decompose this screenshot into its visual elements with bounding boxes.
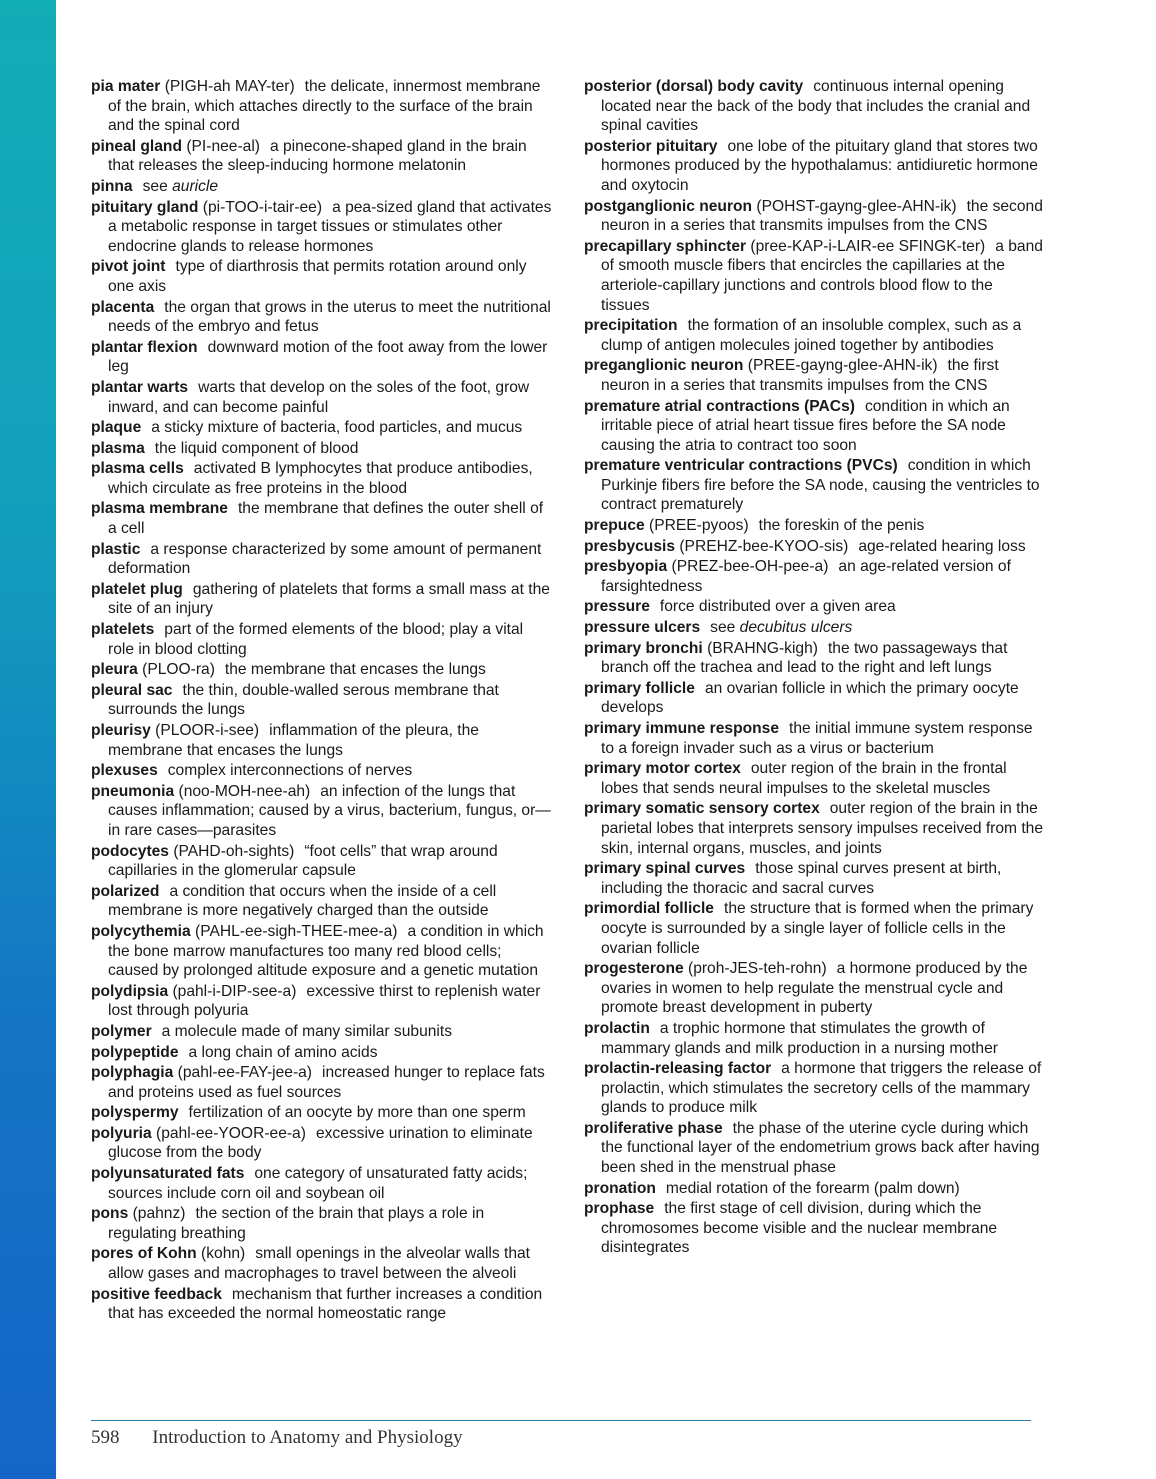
definition: a condition that occurs when the inside of a cell membrane is more negatively charged than the outside: [108, 882, 497, 920]
definition: downward motion of the foot away from the lower leg: [108, 338, 548, 376]
definition: fertilization of an oocyte by more than one sperm: [188, 1104, 526, 1122]
definition: the organ that grows in the uterus to meet the nutritional needs of the embryo and fetus: [108, 298, 551, 336]
glossary-entry: [91, 499, 553, 538]
definition: condition in which Purkinje fibers fire before the SA node, causing the ventricles to contract prematurely: [601, 457, 1040, 514]
glossary-entry: [91, 982, 553, 1021]
definition: the initial immune system response to a foreign invader such as a virus or bacterium: [601, 720, 1033, 757]
definition: outer region of the brain in the frontal lobes that sends neural impulses to the skeletal muscles: [601, 760, 1007, 797]
definition: an ovarian follicle in which the primary oocyte develops: [601, 679, 1019, 717]
definition: excessive urination to eliminate glucose from the body: [108, 1124, 533, 1162]
glossary-term: platelet plug: [91, 580, 183, 598]
glossary-entry: [91, 1244, 553, 1283]
glossary-term: polycythemia: [91, 922, 191, 940]
glossary-term: primary motor cortex: [584, 760, 741, 778]
pronunciation: (PLOOR-i-see): [155, 722, 260, 739]
pronunciation: (PI-nee-al): [186, 137, 260, 155]
glossary-term: polymer: [91, 1022, 152, 1040]
glossary-term: pores of Kohn: [91, 1245, 197, 1263]
glossary-entry: [584, 356, 1044, 395]
pronunciation: (PREHZ-bee-KYOO-sis): [679, 537, 849, 555]
glossary-term: pleura: [91, 661, 138, 679]
definition: medial rotation of the forearm (palm down): [665, 1179, 960, 1197]
glossary-term: pia mater: [91, 78, 161, 95]
see-reference: auricle: [172, 177, 219, 195]
glossary-term: pinna: [91, 177, 133, 195]
pronunciation: (pahl-ee-FAY-jee-a): [177, 1064, 312, 1082]
glossary-term: placenta: [91, 298, 155, 316]
definition: force distributed over a given area: [659, 598, 896, 616]
definition: part of the formed elements of the blood; play a vital role in blood clotting: [108, 621, 524, 658]
pronunciation: (PAHD-oh-sights): [173, 842, 295, 860]
definition: a hormone produced by the ovaries in women to help regulate the menstrual cycle and promote breast development in puberty: [601, 960, 1028, 1017]
glossary-term: plasma cells: [91, 460, 184, 478]
definition: the thin, double-walled serous membrane that surrounds the lungs: [108, 681, 499, 719]
glossary-entry: [584, 597, 1044, 617]
glossary-term: premature ventricular contractions (PVCs): [584, 457, 898, 475]
definition: the membrane that encases the lungs: [224, 661, 486, 679]
glossary-term: pituitary gland: [91, 198, 199, 216]
glossary-entry: [91, 1063, 553, 1102]
glossary-entry: [91, 782, 553, 841]
glossary-entry: [91, 681, 553, 720]
glossary-term: polyspermy: [91, 1104, 179, 1122]
glossary-term: primary follicle: [584, 679, 695, 697]
glossary-term: prophase: [584, 1200, 655, 1218]
definition: the membrane that defines the outer shell of a cell: [108, 500, 544, 538]
pronunciation: (PREE-pyoos): [649, 517, 749, 535]
definition: a sticky mixture of bacteria, food particles, and mucus: [151, 419, 523, 437]
glossary-term: posterior pituitary: [584, 137, 718, 155]
footer-rule: [91, 1420, 1031, 1421]
glossary-entry: [584, 537, 1044, 557]
glossary-entry: [91, 439, 553, 459]
definition: age-related hearing loss: [858, 537, 1026, 555]
pronunciation: (pi-TOO-i-tair-ee): [202, 198, 323, 216]
definition: inflammation of the pleura, the membrane that encases the lungs: [108, 722, 479, 759]
pronunciation: (PIGH-ah MAY-ter): [164, 78, 295, 95]
glossary-entry: [91, 198, 553, 257]
glossary-entry: [584, 516, 1044, 536]
glossary-entry: [91, 721, 553, 760]
pronunciation: (pree-KAP-i-LAIR-ee SFINGK-ter): [750, 237, 986, 255]
definition: an age-related version of farsightedness: [601, 558, 1011, 595]
definition: gathering of platelets that forms a small mass at the site of an injury: [108, 580, 550, 618]
glossary-entry: [91, 1043, 553, 1063]
glossary-entry: [584, 618, 1044, 638]
glossary-term: preganglionic neuron: [584, 357, 744, 375]
glossary-term: prolactin: [584, 1019, 650, 1037]
definition: see: [710, 619, 736, 637]
definition: a condition in which the bone marrow manufactures too many red blood cells; caused by prolonged altitude exposure and a genetic mutation: [108, 922, 544, 980]
pronunciation: (PLOO-ra): [142, 661, 215, 679]
glossary-entry: [91, 842, 553, 881]
pronunciation: (pahl-i-DIP-see-a): [172, 982, 297, 1000]
definition: “foot cells” that wrap around capillaries in the glomerular capsule: [108, 842, 498, 880]
pronunciation: (proh-JES-teh-rohn): [688, 960, 827, 978]
glossary-term: plasma: [91, 439, 145, 457]
glossary-term: prepuce: [584, 517, 645, 535]
glossary-term: postganglionic neuron: [584, 197, 753, 215]
side-color-band: [0, 0, 56, 1479]
glossary-entry: [584, 899, 1044, 958]
glossary-entry: [91, 298, 553, 337]
glossary-term: presbycusis: [584, 537, 676, 555]
glossary-term: plastic: [91, 540, 141, 558]
glossary-entry: [584, 1059, 1044, 1118]
glossary-term: plaque: [91, 419, 142, 437]
definition: the second neuron in a series that transmits impulses from the CNS: [601, 197, 1043, 235]
glossary-entry: [584, 197, 1044, 236]
pronunciation: (kohn): [201, 1245, 246, 1263]
pronunciation: (PREE-gayng-glee-AHN-ik): [747, 357, 938, 375]
definition: a pea-sized gland that activates a metabolic response in target tissues or stimulates other endocrine glands to release hormones: [108, 198, 552, 255]
glossary-term: pineal gland: [91, 137, 182, 155]
glossary-entry: [584, 759, 1044, 798]
definition: continuous internal opening located near the back of the body that includes the cranial and spinal cavities: [601, 78, 1031, 135]
glossary-term: plantar warts: [91, 378, 189, 396]
definition: the phase of the uterine cycle during which the functional layer of the endometrium grows back after having been shed in the menstrual phase: [601, 1119, 1040, 1177]
definition: a trophic hormone that stimulates the growth of mammary glands and milk production in a nursing mother: [601, 1019, 998, 1057]
glossary-term: pivot joint: [91, 258, 166, 276]
definition: the first neuron in a series that transmits impulses from the CNS: [601, 357, 999, 394]
glossary-term: polydipsia: [91, 982, 169, 1000]
definition: a band of smooth muscle fibers that encircles the capillaries at the arteriole-capillary junctions and controls blood flow to the tissues: [601, 237, 1043, 314]
glossary-entry: [91, 620, 553, 659]
pronunciation: (BRAHNG-kigh): [707, 639, 818, 657]
glossary-term: plantar flexion: [91, 338, 198, 356]
glossary-entry: [91, 540, 553, 579]
glossary-entry: [91, 378, 553, 417]
glossary-entry: [91, 257, 553, 296]
definition: those spinal curves present at birth, including the thoracic and sacral curves: [601, 860, 1002, 897]
glossary-column-left: [91, 77, 553, 1325]
glossary-entry: [91, 580, 553, 619]
glossary-term: pressure: [584, 598, 650, 616]
glossary-term: polypeptide: [91, 1043, 179, 1061]
definition: type of diarthrosis that permits rotation around only one axis: [108, 258, 527, 295]
glossary-column-right: [584, 77, 1044, 1259]
glossary-term: polyunsaturated fats: [91, 1165, 245, 1183]
glossary-term: primary immune response: [584, 720, 779, 737]
definition: a pinecone-shaped gland in the brain that releases the sleep-inducing hormone melatonin: [108, 137, 527, 175]
glossary-entry: [584, 1119, 1044, 1178]
definition: the two passageways that branch off the trachea and lead to the right and left lungs: [601, 639, 1008, 677]
glossary-entry: [91, 660, 553, 680]
glossary-entry: [91, 338, 553, 377]
glossary-term: primordial follicle: [584, 900, 714, 918]
glossary-entry: [584, 1199, 1044, 1258]
glossary-entry: [584, 137, 1044, 196]
pronunciation: (pahl-ee-YOOR-ee-a): [156, 1124, 306, 1142]
definition: the section of the brain that plays a role in regulating breathing: [108, 1205, 485, 1242]
glossary-entry: [91, 177, 553, 197]
glossary-entry: [91, 1204, 553, 1243]
glossary-term: pleurisy: [91, 722, 151, 739]
definition: small openings in the alveolar walls that allow gases and macrophages to travel between the alveoli: [108, 1245, 531, 1283]
glossary-entry: [91, 459, 553, 498]
definition: an infection of the lungs that causes inflammation; caused by a virus, bacterium, fungus, or—in rare cases—parasites: [108, 782, 551, 839]
definition: activated B lymphocytes that produce antibodies, which circulate as free proteins in the blood: [108, 460, 533, 497]
glossary-term: premature atrial contractions (PACs): [584, 397, 855, 415]
glossary-entry: [584, 679, 1044, 718]
glossary-entry: [584, 77, 1044, 136]
glossary-term: primary somatic sensory cortex: [584, 800, 820, 818]
glossary-entry: [584, 639, 1044, 678]
page-footer: [91, 1427, 463, 1449]
glossary-term: presbyopia: [584, 558, 668, 576]
glossary-entry: [91, 418, 553, 438]
glossary-entry: [584, 557, 1044, 596]
glossary-term: polarized: [91, 882, 160, 900]
definition: a hormone that triggers the release of prolactin, which stimulates the secretory cells of the mammary glands to produce milk: [601, 1060, 1042, 1117]
definition: excessive thirst to replenish water lost through polyuria: [108, 982, 541, 1020]
glossary-entry: [584, 859, 1044, 898]
glossary-entry: [91, 1285, 553, 1324]
definition: the structure that is formed when the primary oocyte is surrounded by a single layer of follicle cells in the ovarian follicle: [601, 900, 1034, 957]
glossary-entry: [91, 1022, 553, 1042]
definition: a molecule made of many similar subunits: [161, 1022, 453, 1040]
glossary-term: pleural sac: [91, 681, 173, 699]
definition: increased hunger to replace fats and proteins used as fuel sources: [108, 1064, 545, 1101]
pronunciation: (noo-MOH-nee-ah): [178, 782, 311, 800]
glossary-entry: [584, 1179, 1044, 1199]
glossary-term: precipitation: [584, 317, 678, 335]
glossary-entry: [584, 1019, 1044, 1058]
glossary-term: platelets: [91, 621, 155, 639]
glossary-term: polyphagia: [91, 1064, 174, 1082]
glossary-entry: [91, 137, 553, 176]
definition: mechanism that further increases a condition that has exceeded the normal homeostatic range: [108, 1285, 543, 1323]
glossary-entry: [91, 1103, 553, 1123]
glossary-term: pneumonia: [91, 782, 175, 800]
glossary-entry: [91, 1124, 553, 1163]
glossary-term: polyuria: [91, 1124, 152, 1142]
glossary-entry: [91, 761, 553, 781]
glossary-term: progesterone: [584, 960, 684, 978]
pronunciation: (POHST-gayng-glee-AHN-ik): [756, 197, 957, 215]
glossary-entry: [584, 316, 1044, 355]
glossary-term: positive feedback: [91, 1285, 222, 1303]
definition: the delicate, innermost membrane of the brain, which attaches directly to the surface of the brain and the spinal cord: [108, 78, 541, 135]
definition: the first stage of cell division, during which the chromosomes become visible and the nuclear membrane disintegrates: [601, 1200, 998, 1257]
glossary-term: pons: [91, 1205, 129, 1223]
glossary-term: prolactin-releasing factor: [584, 1060, 772, 1078]
glossary-entry: [584, 456, 1044, 515]
glossary-term: posterior (dorsal) body cavity: [584, 78, 804, 95]
definition: the liquid component of blood: [154, 439, 359, 457]
glossary-entry: [91, 882, 553, 921]
glossary-entry: [584, 959, 1044, 1018]
glossary-term: proliferative phase: [584, 1119, 723, 1137]
definition: a response characterized by some amount of permanent deformation: [108, 540, 542, 578]
glossary-term: primary bronchi: [584, 639, 703, 657]
page-number: 598: [91, 1427, 120, 1448]
definition: one lobe of the pituitary gland that stores two hormones produced by the hypothalamus: antidiuretic hormone and oxytocin: [601, 137, 1038, 194]
glossary-term: podocytes: [91, 842, 169, 860]
glossary-entry: [91, 922, 553, 981]
definition: the foreskin of the penis: [758, 517, 925, 535]
glossary-term: pronation: [584, 1179, 656, 1197]
see-reference: decubitus ulcers: [739, 619, 853, 637]
glossary-entry: [91, 77, 553, 136]
book-title: Introduction to Anatomy and Physiology: [152, 1427, 463, 1448]
glossary-term: precapillary sphincter: [584, 237, 747, 255]
definition: warts that develop on the soles of the foot, grow inward, and can become painful: [108, 378, 530, 416]
glossary-term: plexuses: [91, 762, 158, 780]
definition: condition in which an irritable piece of atrial heart tissue fires before the SA node causing the atria to contract too soon: [601, 397, 1010, 454]
glossary-entry: [584, 397, 1044, 456]
definition: one category of unsaturated fatty acids; sources include corn oil and soybean oil: [108, 1165, 528, 1202]
glossary-entry: [584, 799, 1044, 858]
definition: the formation of an insoluble complex, such as a clump of antigen molecules joined together by antibodies: [601, 317, 1022, 354]
glossary-entry: [584, 719, 1044, 758]
definition: a long chain of amino acids: [188, 1043, 378, 1061]
glossary-entry: [584, 237, 1044, 315]
definition: complex interconnections of nerves: [167, 762, 413, 780]
glossary-term: pressure ulcers: [584, 619, 701, 637]
pronunciation: (pahnz): [132, 1205, 186, 1223]
pronunciation: (PAHL-ee-sigh-THEE-mee-a): [195, 922, 398, 940]
glossary-term: primary spinal curves: [584, 860, 746, 878]
definition: see: [142, 177, 168, 195]
pronunciation: (PREZ-bee-OH-pee-a): [671, 558, 829, 576]
glossary-term: plasma membrane: [91, 500, 228, 518]
glossary-entry: [91, 1164, 553, 1203]
definition: outer region of the brain in the parietal lobes that interprets sensory impulses received from the skin, internal organs, muscles, and joints: [601, 800, 1044, 857]
